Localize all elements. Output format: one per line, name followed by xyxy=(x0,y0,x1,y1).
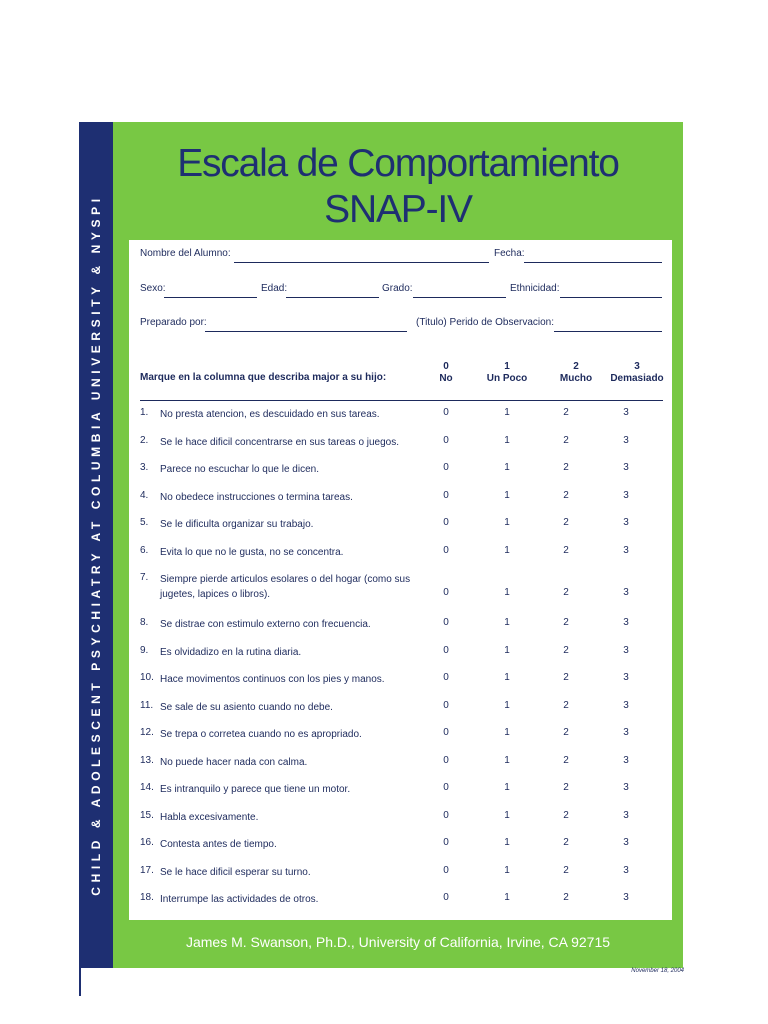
item-number: 11. xyxy=(140,700,154,711)
ethnicity-label: Ethnicidad: xyxy=(510,283,560,294)
item-number: 17. xyxy=(140,865,154,876)
score-option-3[interactable]: 3 xyxy=(623,545,629,556)
score-option-1[interactable]: 1 xyxy=(504,810,510,821)
score-option-3[interactable]: 3 xyxy=(623,435,629,446)
column-label: Un Poco xyxy=(486,373,528,384)
score-option-0[interactable]: 0 xyxy=(443,755,449,766)
score-option-0[interactable]: 0 xyxy=(443,810,449,821)
observation-period-line[interactable] xyxy=(554,331,662,332)
item-text: Es olvidadizo en la rutina diaria. xyxy=(160,647,302,658)
item-number: 6. xyxy=(140,545,149,556)
item-number: 7. xyxy=(140,572,149,583)
score-option-3[interactable]: 3 xyxy=(623,462,629,473)
date-line[interactable] xyxy=(524,262,662,263)
score-option-2[interactable]: 2 xyxy=(563,672,569,683)
column-value: 2 xyxy=(573,361,579,372)
observation-period-label: (Titulo) Perido de Observacion: xyxy=(416,317,555,328)
score-option-3[interactable]: 3 xyxy=(623,865,629,876)
age-line[interactable] xyxy=(286,297,379,298)
score-option-2[interactable]: 2 xyxy=(563,810,569,821)
score-option-0[interactable]: 0 xyxy=(443,490,449,501)
item-text: No puede hacer nada con calma. xyxy=(160,757,308,768)
item-text: Se le hace dificil concentrarse en sus tareas o juegos. xyxy=(160,437,400,448)
score-option-1[interactable]: 1 xyxy=(504,727,510,738)
score-option-3[interactable]: 3 xyxy=(623,617,629,628)
score-option-0[interactable]: 0 xyxy=(443,672,449,683)
column-label: No xyxy=(439,373,453,384)
column-label: Demasiado xyxy=(610,373,664,384)
item-number: 4. xyxy=(140,490,149,501)
column-header-3 xyxy=(605,361,669,385)
item-text: No obedece instrucciones o termina tareas. xyxy=(160,492,353,503)
score-option-1[interactable]: 1 xyxy=(504,435,510,446)
score-option-2[interactable]: 2 xyxy=(563,837,569,848)
score-option-3[interactable]: 3 xyxy=(623,645,629,656)
prepared-by-line[interactable] xyxy=(205,331,407,332)
score-option-1[interactable]: 1 xyxy=(504,645,510,656)
score-option-1[interactable]: 1 xyxy=(504,407,510,418)
sex-line[interactable] xyxy=(164,297,257,298)
score-option-1[interactable]: 1 xyxy=(504,782,510,793)
field-row-name xyxy=(140,248,662,264)
score-option-1[interactable]: 1 xyxy=(504,700,510,711)
score-option-2[interactable]: 2 xyxy=(563,587,569,598)
grade-line[interactable] xyxy=(413,297,506,298)
date-label: Fecha: xyxy=(494,248,525,259)
score-option-2[interactable]: 2 xyxy=(563,545,569,556)
column-header-0 xyxy=(426,361,466,385)
score-option-2[interactable]: 2 xyxy=(563,727,569,738)
score-option-0[interactable]: 0 xyxy=(443,892,449,903)
item-text: Se distrae con estimulo externo con frecuencia. xyxy=(160,619,371,630)
item-text: Parece no escuchar lo que le dicen. xyxy=(160,464,319,475)
score-option-2[interactable]: 2 xyxy=(563,435,569,446)
item-number: 18. xyxy=(140,892,154,903)
item-number: 13. xyxy=(140,755,154,766)
grade-label: Grado: xyxy=(382,283,413,294)
score-option-0[interactable]: 0 xyxy=(443,727,449,738)
sex-label: Sexo: xyxy=(140,283,166,294)
item-number: 5. xyxy=(140,517,149,528)
score-option-3[interactable]: 3 xyxy=(623,892,629,903)
column-header-2 xyxy=(546,361,606,385)
score-option-0[interactable]: 0 xyxy=(443,700,449,711)
score-option-0[interactable]: 0 xyxy=(443,587,449,598)
item-number: 16. xyxy=(140,837,154,848)
student-name-line[interactable] xyxy=(234,262,489,263)
score-option-0[interactable]: 0 xyxy=(443,462,449,473)
score-option-3[interactable]: 3 xyxy=(623,837,629,848)
column-value: 3 xyxy=(634,361,640,372)
score-option-3[interactable]: 3 xyxy=(623,810,629,821)
form-panel xyxy=(113,122,683,968)
column-label: Mucho xyxy=(559,373,593,384)
age-label: Edad: xyxy=(261,283,288,294)
score-option-3[interactable]: 3 xyxy=(623,700,629,711)
score-option-2[interactable]: 2 xyxy=(563,490,569,501)
sidebar-stub xyxy=(79,968,81,996)
footer-credit: James M. Swanson, Ph.D., University of California, Irvine, CA 92715 xyxy=(185,934,611,950)
field-row-details xyxy=(140,283,662,299)
score-option-3[interactable]: 3 xyxy=(623,517,629,528)
score-option-1[interactable]: 1 xyxy=(504,755,510,766)
score-option-2[interactable]: 2 xyxy=(563,892,569,903)
column-header-1 xyxy=(474,361,540,385)
score-option-2[interactable]: 2 xyxy=(563,700,569,711)
item-text: Es intranquilo y parece que tiene un motor. xyxy=(160,784,351,795)
page-subtitle: SNAP-IV xyxy=(324,188,472,231)
score-option-1[interactable]: 1 xyxy=(504,672,510,683)
prepared-by-label: Preparado por: xyxy=(140,317,207,328)
score-option-0[interactable]: 0 xyxy=(443,617,449,628)
item-text: Siempre pierde articulos esolares o del hogar (como sus jugetes, lapices o libros). xyxy=(160,574,411,600)
score-option-0[interactable]: 0 xyxy=(443,435,449,446)
score-option-0[interactable]: 0 xyxy=(443,407,449,418)
score-option-3[interactable]: 3 xyxy=(623,587,629,598)
item-text: Interrumpe las actividades de otros. xyxy=(160,894,319,905)
column-value: 1 xyxy=(504,361,510,372)
score-option-1[interactable]: 1 xyxy=(504,617,510,628)
date-note: November 18, 2004 xyxy=(631,968,684,974)
score-option-2[interactable]: 2 xyxy=(563,617,569,628)
score-option-1[interactable]: 1 xyxy=(504,517,510,528)
item-text: Habla excesivamente. xyxy=(160,812,259,823)
sidebar-text: CHILD & ADOLESCENT PSYCHIATRY AT COLUMBIA UNIVERSITY & NYSPI xyxy=(89,194,103,896)
column-value: 0 xyxy=(443,361,449,372)
score-option-2[interactable]: 2 xyxy=(563,407,569,418)
score-option-0[interactable]: 0 xyxy=(443,865,449,876)
page-title: Escala de Comportamiento xyxy=(177,142,619,185)
score-option-0[interactable]: 0 xyxy=(443,837,449,848)
item-text: Se le dificulta organizar su trabajo. xyxy=(160,519,314,530)
score-option-1[interactable]: 1 xyxy=(504,545,510,556)
field-row-preparer xyxy=(140,317,662,333)
score-option-1[interactable]: 1 xyxy=(504,892,510,903)
item-number: 3. xyxy=(140,462,149,473)
sidebar-banner xyxy=(79,122,113,968)
score-option-2[interactable]: 2 xyxy=(563,782,569,793)
score-option-3[interactable]: 3 xyxy=(623,490,629,501)
item-number: 15. xyxy=(140,810,154,821)
score-option-2[interactable]: 2 xyxy=(563,645,569,656)
score-option-1[interactable]: 1 xyxy=(504,865,510,876)
score-option-0[interactable]: 0 xyxy=(443,545,449,556)
item-text: Evita lo que no le gusta, no se concentra. xyxy=(160,547,344,558)
header-divider xyxy=(140,400,663,401)
item-number: 1. xyxy=(140,407,149,418)
item-number: 12. xyxy=(140,727,154,738)
item-number: 9. xyxy=(140,645,149,656)
item-text: Se le hace dificil esperar su turno. xyxy=(160,867,311,878)
score-option-2[interactable]: 2 xyxy=(563,517,569,528)
score-option-1[interactable]: 1 xyxy=(504,587,510,598)
score-option-2[interactable]: 2 xyxy=(563,755,569,766)
item-text: Se trepa o corretea cuando no es apropriado. xyxy=(160,729,362,740)
item-number: 14. xyxy=(140,782,154,793)
score-option-3[interactable]: 3 xyxy=(623,727,629,738)
score-option-0[interactable]: 0 xyxy=(443,782,449,793)
item-number: 2. xyxy=(140,435,149,446)
score-option-0[interactable]: 0 xyxy=(443,645,449,656)
form-box xyxy=(129,240,672,920)
item-text: Contesta antes de tiempo. xyxy=(160,839,277,850)
item-number: 8. xyxy=(140,617,149,628)
score-option-3[interactable]: 3 xyxy=(623,755,629,766)
item-text: Se sale de su asiento cuando no debe. xyxy=(160,702,333,713)
score-option-0[interactable]: 0 xyxy=(443,517,449,528)
score-option-2[interactable]: 2 xyxy=(563,462,569,473)
ethnicity-line[interactable] xyxy=(560,297,662,298)
score-option-2[interactable]: 2 xyxy=(563,865,569,876)
instructions: Marque en la columna que describa major a su hijo: xyxy=(140,372,387,383)
score-option-3[interactable]: 3 xyxy=(623,672,629,683)
score-option-1[interactable]: 1 xyxy=(504,490,510,501)
score-option-1[interactable]: 1 xyxy=(504,837,510,848)
item-number: 10. xyxy=(140,672,154,683)
score-option-3[interactable]: 3 xyxy=(623,782,629,793)
item-text: Hace movimentos continuos con los pies y manos. xyxy=(160,674,385,685)
score-option-3[interactable]: 3 xyxy=(623,407,629,418)
student-name-label: Nombre del Alumno: xyxy=(140,248,231,259)
item-text: No presta atencion, es descuidado en sus tareas. xyxy=(160,409,380,420)
score-option-1[interactable]: 1 xyxy=(504,462,510,473)
